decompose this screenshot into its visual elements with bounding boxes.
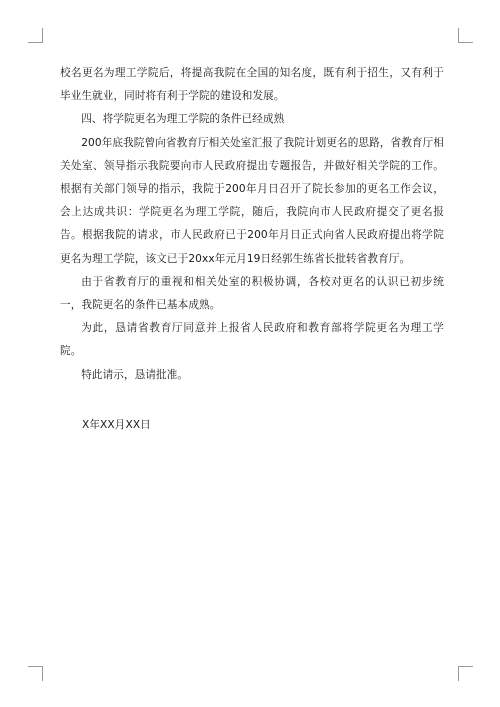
crop-mark-bottom-left — [28, 666, 43, 681]
document-date: X年XX月XX日 — [82, 418, 151, 431]
paragraph-closing: 特此请示，恳请批准。 — [81, 368, 189, 381]
paragraph-request: 为此，恳请省教育厅同意并上报省人民政府和教育部将学院更名为理工学院。 — [60, 322, 444, 358]
crop-mark-top-right — [458, 28, 473, 43]
paragraph-background: 200年底我院曾向省教育厅相关处室汇报了我院计划更名的思路，省教育厅相关处室、领导指示我院要向市人民政府提出专题报告，并做好相关学院的工作。根据有关部门领导的指示，我院于200年月日召开了院长参加的更名工作会议，会上达成共识：学院更名为理工学院，随后，我院向市人民政府提交了更名报告。根据我院的请求，市人民政府已于200年月日正式向省人民政府提出将学院更名为理工学院，该文已于20xx年元月19日经郭生练省长批转省教育厅。 — [60, 136, 444, 265]
paragraph-continuation: 校名更名为理工学院后，将提高我院在全国的知名度，既有利于招生，又有利于毕业生就业，同时将有利于学院的建设和发展。 — [60, 67, 444, 103]
paragraph-conditions: 由于省教育厅的重视和相关处室的积极协调，各校对更名的认识已初步统一，我院更名的条件已基本成熟。 — [60, 275, 444, 312]
crop-mark-top-left — [28, 28, 43, 43]
crop-mark-bottom-right — [458, 666, 473, 681]
document-body — [60, 62, 444, 437]
section-heading: 四、将学院更名为理工学院的条件已经成熟 — [81, 113, 285, 126]
